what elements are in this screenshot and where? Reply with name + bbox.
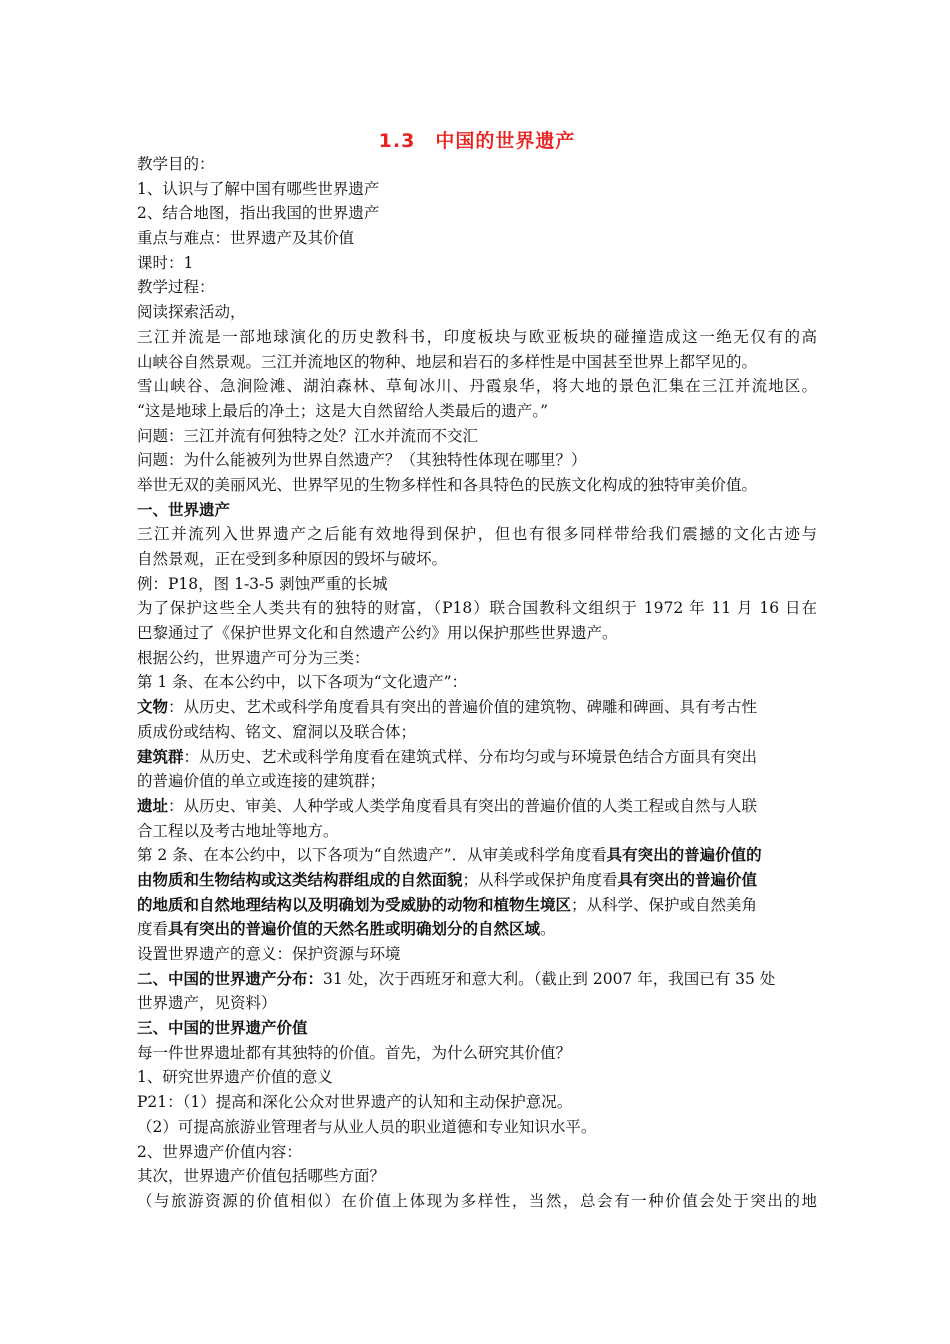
- text-line: [137, 843, 817, 868]
- term-label: 文物: [137, 698, 169, 717]
- text-line: P21：（1）提高和深化公众对世界遗产的认知和主动保护意况。: [137, 1093, 573, 1112]
- text-line: 质成份或结构、铭文、窟洞以及联合体；: [137, 722, 417, 741]
- text-line: 2、结合地图，指出我国的世界遗产: [137, 204, 380, 223]
- section-heading: 二、中国的世界遗产分布：: [137, 969, 324, 988]
- term-definition: ：从历史、审美、人种学或人类学角度看具有突出的普遍价值的人类工程或自然与人联: [168, 796, 758, 815]
- text-line: 设置世界遗产的意义：保护资源与环境: [137, 945, 401, 963]
- text-line: 问题：三江并流有何独特之处？江水并流而不交汇: [137, 426, 479, 445]
- bold-span: 由物质和生物结构或这类结构群组成的自然面貌: [137, 870, 463, 889]
- text-line: 巴黎通过了《保护世界文化和自然遗产公约》用以保护那些世界遗产。: [137, 624, 618, 643]
- text-line: [137, 917, 817, 942]
- text-line: 自然景观，正在受到多种原因的毁坏与破坏。: [137, 550, 448, 568]
- section-heading: 三、中国的世界遗产价值: [137, 1019, 308, 1038]
- text-line: 世界遗产，见资料）: [137, 994, 277, 1013]
- text-line: [137, 794, 817, 819]
- bold-span: 的地质和自然地理结构以及明确划为受威胁的动物和植物生境区: [137, 895, 572, 914]
- text-line: 重点与难点：世界遗产及其价值: [137, 229, 355, 248]
- text-span: 31 处，次于西班牙和意大利。（截止到 2007 年，我国已有 35 处: [323, 969, 776, 988]
- text-line: 根据公约，世界遗产可分为三类：: [137, 648, 370, 667]
- text-line: 山峡谷自然景观。三江并流地区的物种、地层和岩石的多样性是中国甚至世界上都罕见的。: [137, 352, 758, 371]
- section-heading: 一、世界遗产: [137, 500, 231, 519]
- text-line: [137, 868, 817, 893]
- text-line: [137, 893, 817, 918]
- text-line: [137, 967, 817, 992]
- text-line: 每一件世界遗址都有其独特的价值。首先，为什么研究其价值？: [137, 1043, 572, 1062]
- text-line: 雪山峡谷、急涧险滩、湖泊森林、草甸冰川、丹霞泉华，将大地的景色汇集在三江并流地区。: [137, 377, 817, 396]
- term-label: 建筑群: [137, 747, 184, 766]
- document-body: [137, 152, 817, 1214]
- text-line: 问题：为什么能被列为世界自然遗产？（其独特性体现在哪里？）: [137, 451, 587, 470]
- text-line: 为了保护这些全人类共有的独特的财富，（P18）联合国教科文组织于 1972 年 11 月 16 日在: [137, 599, 817, 618]
- text-line: 教学过程：: [137, 278, 215, 297]
- text-span: 。: [540, 920, 556, 939]
- text-span: 第 2 条、在本公约中，以下各项为“自然遗产”．从审美或科学角度看: [137, 846, 607, 865]
- text-line: 合工程以及考古地址等地方。: [137, 821, 339, 840]
- text-line: 三江并流是一部地球演化的历史教科书，印度板块与欧亚板块的碰撞造成这一绝无仅有的高: [137, 327, 817, 346]
- text-line: 阅读探索活动，: [137, 303, 246, 322]
- bold-span: 具有突出的普遍价值的: [606, 846, 762, 865]
- text-line: 举世无双的美丽风光、世界罕见的生物多样性和各具特色的民族文化构成的独特审美价值。: [137, 475, 758, 494]
- text-line: 三江并流列入世界遗产之后能有效地得到保护，但也有很多同样带给我们震撼的文化古迹与: [137, 525, 817, 544]
- document-title: 1.3 中国的世界遗产: [378, 130, 576, 152]
- text-line: （与旅游资源的价值相似）在价值上体现为多样性，当然，总会有一种价值会处于突出的地: [137, 1191, 817, 1210]
- text-line: 1、认识与了解中国有哪些世界遗产: [137, 179, 380, 198]
- text-line: 其次，世界遗产价值包括哪些方面？: [137, 1167, 386, 1186]
- text-span: ；从科学或保护角度看: [462, 870, 618, 889]
- text-line: 教学目的：: [137, 155, 215, 173]
- text-line: “这是地球上最后的净土；这是大自然留给人类最后的遗产。”: [137, 401, 549, 420]
- text-line: [137, 695, 817, 720]
- term-definition: ：从历史、艺术或科学角度看在建筑式样、分布均匀或与环境景色结合方面具有突出: [183, 747, 758, 766]
- text-line: （2）可提高旅游业管理者与从业人员的职业道德和专业知识水平。: [137, 1117, 597, 1136]
- text-line: 1、研究世界遗产价值的意义: [137, 1068, 333, 1087]
- text-span: ；从科学、保护或自然美角: [571, 895, 758, 914]
- text-line: 2、世界遗产价值内容：: [137, 1142, 302, 1161]
- text-line: 第 1 条、在本公约中，以下各项为“文化遗产”：: [137, 673, 468, 692]
- text-span: 度看: [137, 920, 169, 939]
- text-line: 课时：1: [137, 253, 194, 272]
- text-line: 的普遍价值的单立或连接的建筑群；: [137, 772, 386, 791]
- bold-span: 具有突出的普遍价值的天然名胜或明确划分的自然区域: [168, 920, 541, 939]
- term-label: 遗址: [137, 796, 169, 815]
- term-definition: ：从历史、艺术或科学角度看具有突出的普遍价值的建筑物、碑雕和碑画、具有考古性: [168, 698, 758, 717]
- bold-span: 具有突出的普遍价值: [617, 870, 758, 889]
- text-line: [137, 745, 817, 770]
- text-line: 例：P18，图 1-3-5 剥蚀严重的长城: [137, 574, 388, 593]
